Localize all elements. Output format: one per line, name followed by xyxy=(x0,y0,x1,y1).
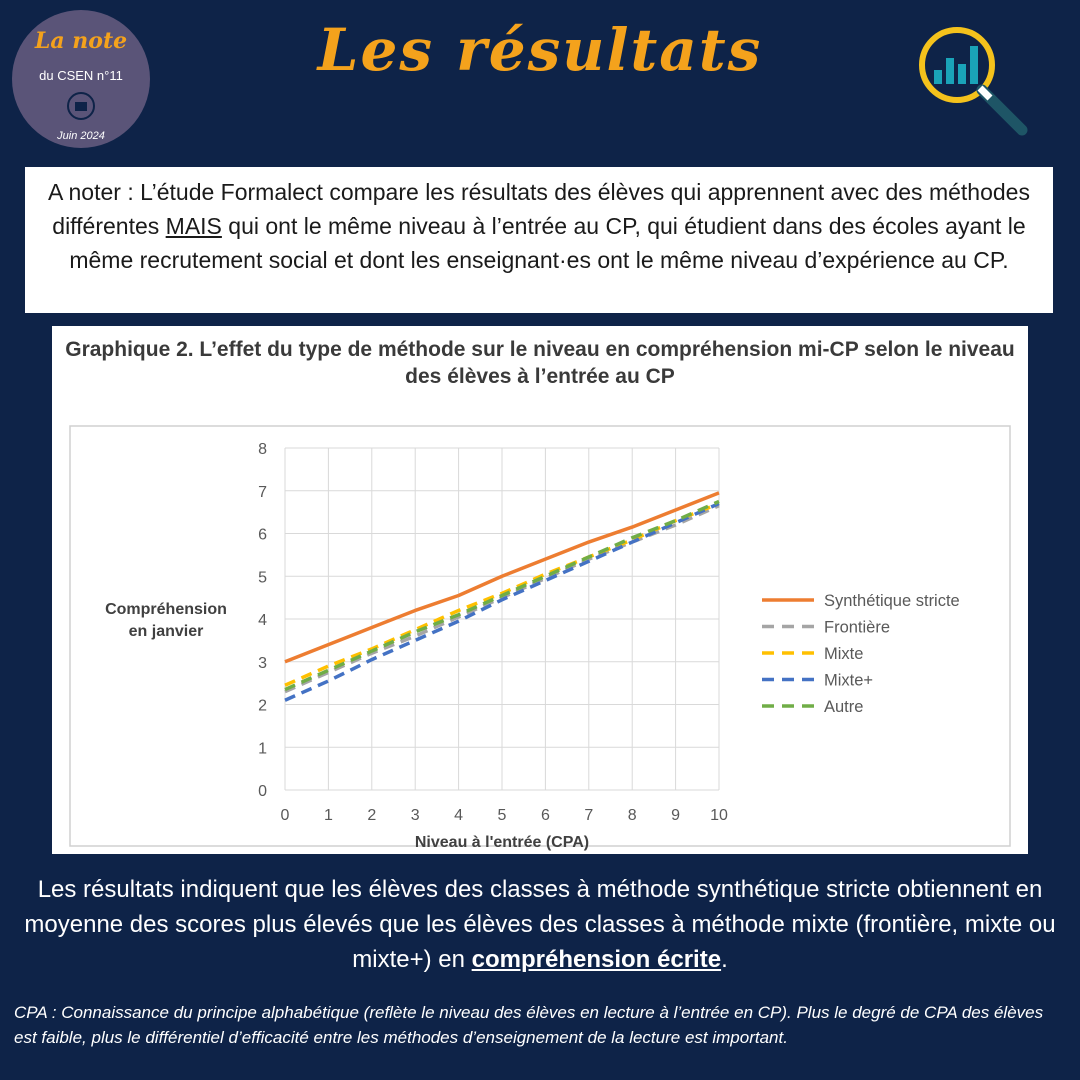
legend-label: Frontière xyxy=(824,618,891,637)
x-tick-label: 1 xyxy=(323,807,333,824)
y-tick-label: 8 xyxy=(258,441,267,458)
y-tick-label: 2 xyxy=(258,697,267,715)
y-axis-label: Compréhension en janvier xyxy=(105,601,227,640)
x-tick-label: 10 xyxy=(710,807,728,824)
x-tick-label: 2 xyxy=(367,807,377,824)
conclusion-text xyxy=(0,872,1080,977)
chart-title: Graphique 2. L’effet du type de méthode sur le niveau en compréhension mi-CP selon le niveau des élèves à l’entrée au CP xyxy=(65,338,1015,388)
x-tick-label: 6 xyxy=(540,807,550,824)
magnifier-chart-icon xyxy=(912,20,1032,140)
y-tick-label: 1 xyxy=(258,740,267,758)
page-title: Les résultats xyxy=(317,16,763,84)
line-chart xyxy=(52,326,1028,854)
legend-label: Synthétique stricte xyxy=(824,592,960,610)
legend-label: Autre xyxy=(824,698,864,716)
chart-panel xyxy=(52,326,1028,854)
x-tick-label: 0 xyxy=(280,807,290,824)
legend-label: Mixte+ xyxy=(824,671,874,690)
note-text-after: qui ont le même niveau à l’entrée au CP, qui étudient dans des écoles ayant le même recrutement social et dont les enseignant·es ont le même niveau d’expérience au CP. xyxy=(69,213,1026,273)
y-tick-label: 5 xyxy=(258,569,267,587)
y-tick-label: 7 xyxy=(258,483,267,501)
y-tick-label: 3 xyxy=(258,654,267,672)
y-tick-label: 6 xyxy=(258,526,267,544)
book-icon xyxy=(67,92,95,120)
x-tick-label: 3 xyxy=(410,807,420,824)
conclusion-highlight: compréhension écrite xyxy=(471,946,722,973)
x-tick-label: 9 xyxy=(671,807,681,824)
badge-title: La note xyxy=(34,28,128,54)
conclusion-text-after: . xyxy=(721,946,728,973)
note-emphasis: MAIS xyxy=(165,213,222,239)
legend-label: Mixte xyxy=(824,645,864,663)
x-tick-label: 8 xyxy=(627,807,637,824)
badge-issue: du CSEN n°11 xyxy=(39,68,123,83)
y-tick-label: 4 xyxy=(258,612,267,629)
x-tick-label: 4 xyxy=(454,807,464,824)
x-tick-label: 7 xyxy=(584,807,594,824)
x-axis-label: Niveau à l'entrée (CPA) xyxy=(414,834,590,851)
x-tick-label: 5 xyxy=(497,807,507,824)
footnote: CPA : Connaissance du principe alphabétique (reflète le niveau des élèves en lecture à l’entrée en CP). Plus le degré de CPA des élèves est faible, plus le différentiel d’efficacité entre les méthodes d’enseignement de la lecture est important. xyxy=(14,1003,1044,1047)
badge-date: Juin 2024 xyxy=(57,130,105,142)
conclusion-text-before: Les résultats indiquent que les élèves des classes à méthode synthétique stricte obtiennent en moyenne des scores plus élevés que les élèves des classes à méthode mixte (frontière, mixte ou mixte+) en xyxy=(24,876,1056,973)
study-note xyxy=(25,167,1053,313)
y-tick-label: 0 xyxy=(258,783,267,800)
note-text-before: A noter : L’étude Formalect compare les résultats des élèves qui apprennent avec des méthodes différentes xyxy=(48,179,1030,239)
